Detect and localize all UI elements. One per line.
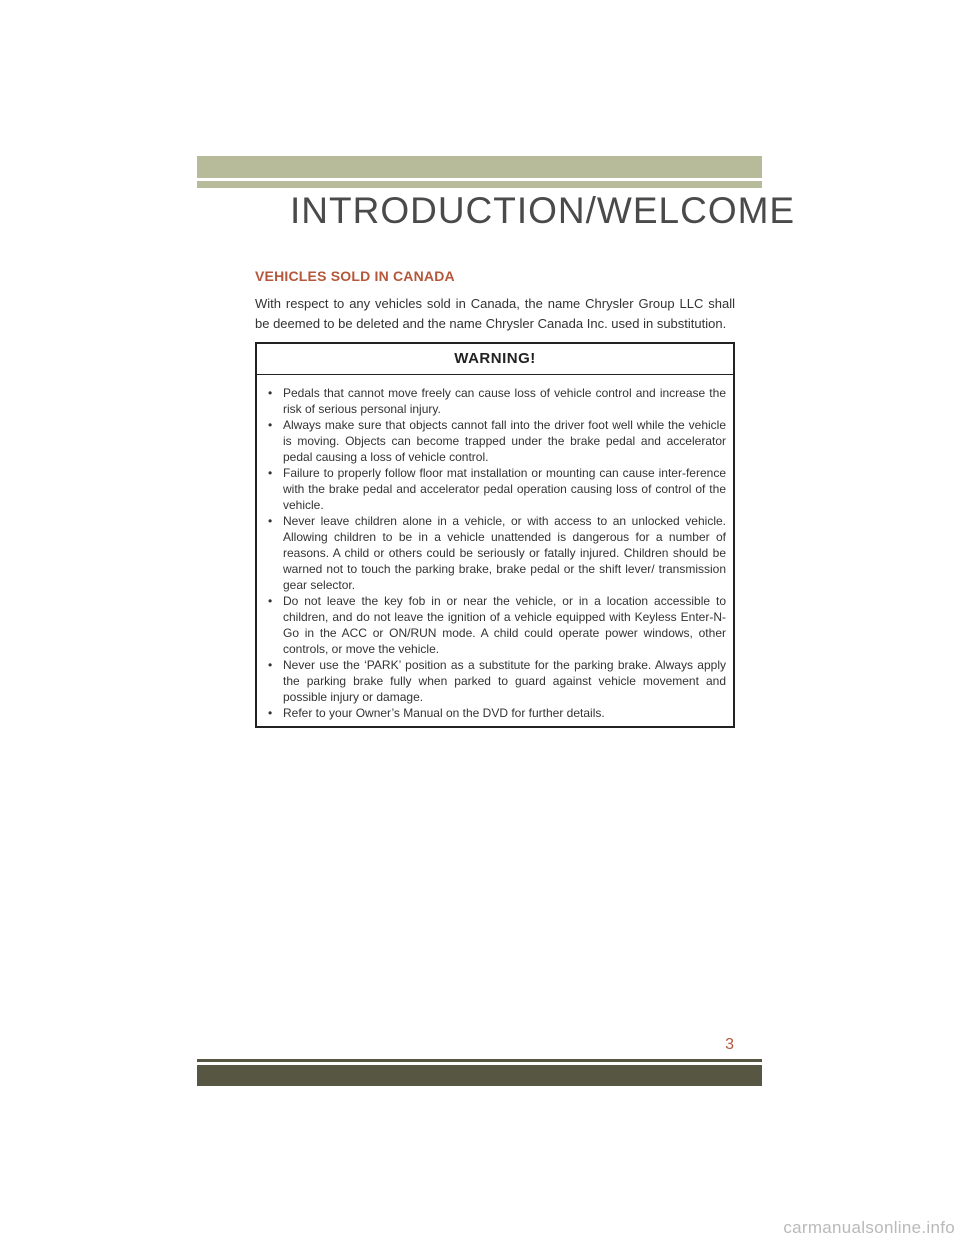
warning-list [257, 385, 733, 721]
warning-item-text: Never leave children alone in a vehicle, or with access to an unlocked vehicle. Allowing children to be in a vehicle unattended is dangerous for a number of reasons. A child or others could be seriously or fatally injured. Children should be warned not to touch the parking brake, brake pedal or the shift lever/ transmission gear selector. [283, 514, 726, 592]
footer-rule [197, 1059, 762, 1062]
warning-item [268, 593, 726, 657]
warning-item-text: Always make sure that objects cannot fall into the driver foot well while the vehicle is moving. Objects can become trapped under the brake pedal and accelerator pedal causing a loss of vehicle control. [283, 418, 726, 464]
warning-item [268, 417, 726, 465]
warning-item [268, 513, 726, 593]
bullet-icon: • [268, 594, 273, 608]
bullet-icon: • [268, 706, 273, 720]
warning-item-text: Never use the ‘PARK’ position as a substitute for the parking brake. Always apply the parking brake fully when parked to guard against vehicle movement and possible injury or damage. [283, 658, 726, 704]
warning-item-text: Refer to your Owner’s Manual on the DVD for further details. [283, 706, 605, 720]
page-number: 3 [725, 1036, 734, 1053]
footer-band [197, 1065, 762, 1086]
warning-item [268, 705, 726, 721]
section-heading: VEHICLES SOLD IN CANADA [255, 268, 455, 284]
warning-item [268, 657, 726, 705]
header-rule [197, 181, 762, 188]
warning-item-text: Do not leave the key fob in or near the vehicle, or in a location accessible to children, and do not leave the ignition of a vehicle equipped with Keyless Enter-N-Go in the ACC or ON/RUN mode. A child could operate power windows, other controls, or move the vehicle. [283, 594, 726, 656]
warning-item-text: Failure to properly follow floor mat installation or mounting can cause inter-ference with the brake pedal and accelerator pedal operation causing loss of control of the vehicle. [283, 466, 726, 512]
bullet-icon: • [268, 466, 273, 480]
bullet-icon: • [268, 386, 273, 400]
section-title: INTRODUCTION/WELCOME [290, 190, 796, 231]
warning-title: WARNING! [454, 350, 536, 367]
bullet-icon: • [268, 418, 273, 432]
warning-divider [257, 374, 733, 375]
header-band [197, 156, 762, 178]
warning-box [255, 342, 735, 728]
warning-item [268, 465, 726, 513]
warning-item [268, 385, 726, 417]
bullet-icon: • [268, 514, 273, 528]
watermark: carmanualsonline.info [783, 1218, 955, 1237]
bullet-icon: • [268, 658, 273, 672]
warning-item-text: Pedals that cannot move freely can cause loss of vehicle control and increase the risk of serious personal injury. [283, 386, 726, 416]
intro-paragraph: With respect to any vehicles sold in Canada, the name Chrysler Group LLC shall be deemed to be deleted and the name Chrysler Canada Inc. used in substitution. [255, 296, 735, 331]
